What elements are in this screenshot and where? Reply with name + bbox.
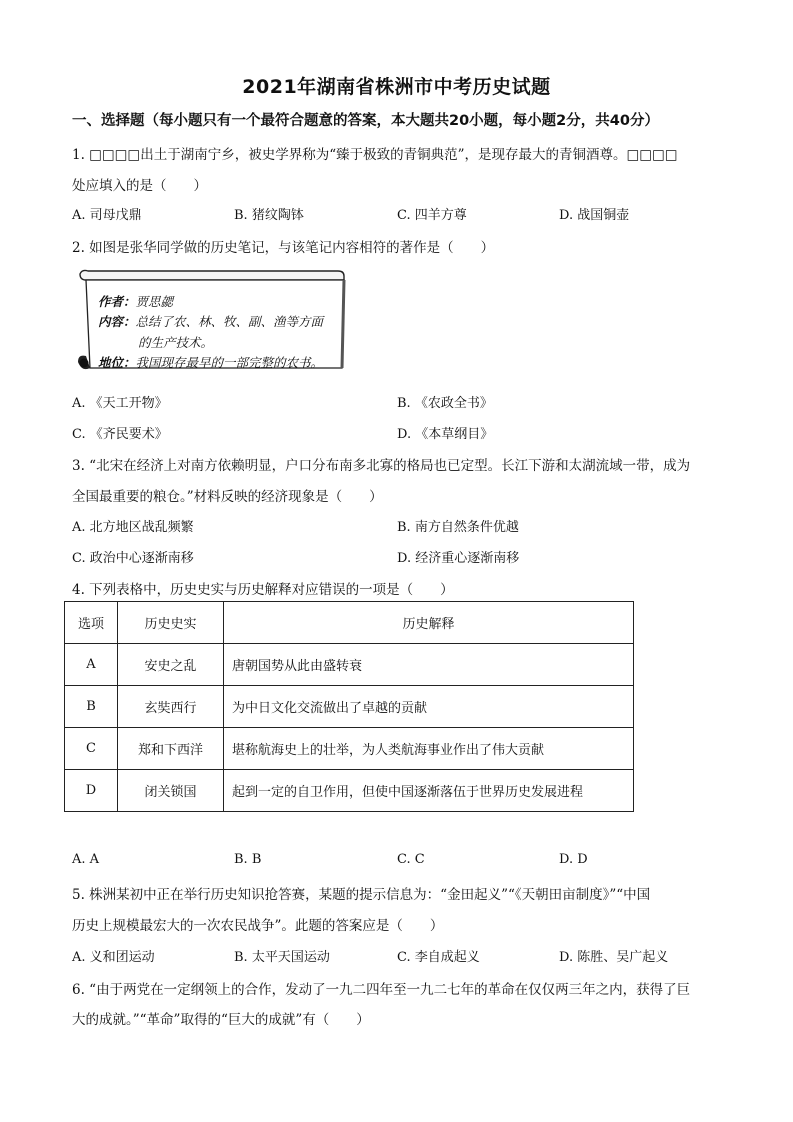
table-cell-explanation: 堪称航海史上的壮举，为人类航海事业作出了伟大贡献	[224, 728, 634, 770]
q1-line2: 处应填入的是（ ）	[72, 178, 207, 194]
q2-option-a: A. 《天工开物》	[72, 396, 168, 411]
q6-line1: 6. “由于两党在一定纲领上的合作，发动了一九二四年至一九二七年的革命在仅仅两三年之内，获得了巨	[72, 982, 691, 998]
q3-option-b: B. 南方自然条件优越	[397, 520, 519, 535]
table-cell-fact: 郑和下西洋	[118, 728, 224, 770]
table-cell-option: B	[65, 686, 118, 728]
table-cell-fact: 闭关锁国	[118, 770, 224, 812]
q1-option-b: B. 猪纹陶钵	[234, 208, 304, 223]
q4-option-a: A. A	[72, 852, 100, 867]
q2-stem: 2. 如图是张华同学做的历史笔记，与该笔记内容相符的著作是（ ）	[72, 240, 495, 256]
note-author-label: 作者：	[98, 294, 136, 309]
q6-line2: 大的成就。”“革命”取得的“巨大的成就”有（ ）	[72, 1012, 370, 1028]
q5-line2: 历史上规模最宏大的一次农民战争”。此题的答案应是（ ）	[72, 918, 444, 934]
q1-line1: 1. □□□□出土于湖南宁乡，被史学界称为“臻于极致的青铜典范”，是现存最大的青铜酒尊。□□□□	[72, 147, 678, 163]
q4-option-d: D. D	[559, 852, 588, 867]
note-content-label: 内容：	[98, 314, 136, 329]
q3-option-a: A. 北方地区战乱频繁	[72, 520, 194, 535]
q5-option-b: B. 太平天国运动	[234, 950, 330, 965]
q3-line1: 3. “北宋在经济上对南方依赖明显，户口分布南多北寡的格局也已定型。长江下游和太湖流域一带，成为	[72, 458, 691, 474]
table-header-option: 选项	[65, 602, 118, 644]
table-cell-option: D	[65, 770, 118, 812]
q2-option-d: D. 《本草纲目》	[397, 427, 494, 442]
page-title: 2021年湖南省株洲市中考历史试题	[242, 76, 551, 98]
note-status-value: 我国现存最早的一部完整的农书。	[135, 355, 324, 370]
q1-option-a: A. 司母戊鼎	[72, 208, 142, 223]
table-header-row	[65, 602, 634, 644]
q5-option-a: A. 义和团运动	[72, 950, 155, 965]
q1-option-c: C. 四羊方尊	[397, 208, 467, 223]
section-heading: 一、选择题（每小题只有一个最符合题意的答案，本大题共20小题，每小题2分，共40分）	[72, 113, 659, 129]
table-cell-explanation: 唐朝国势从此由盛转衰	[224, 644, 634, 686]
note-content-line2: 的生产技术。	[138, 335, 214, 350]
q3-option-c: C. 政治中心逐渐南移	[72, 551, 194, 566]
table-row	[65, 728, 634, 770]
note-status	[98, 353, 323, 371]
history-table	[64, 601, 634, 812]
q2-option-c: C. 《齐民要术》	[72, 427, 168, 442]
table-row	[65, 644, 634, 686]
scroll-note-image	[76, 268, 348, 374]
table-cell-fact: 安史之乱	[118, 644, 224, 686]
note-author	[98, 292, 173, 310]
table-cell-option: C	[65, 728, 118, 770]
q4-option-b: B. B	[234, 852, 262, 867]
q4-option-c: C. C	[397, 852, 425, 867]
q5-line1: 5. 株洲某初中正在举行历史知识抢答赛，某题的提示信息为：“金田起义”“《天朝田亩制度》”“中国	[72, 887, 651, 903]
table-header-fact: 历史史实	[118, 602, 224, 644]
note-status-label: 地位：	[98, 355, 136, 370]
table-row	[65, 770, 634, 812]
table-row	[65, 686, 634, 728]
q3-line2: 全国最重要的粮仓。”材料反映的经济现象是（ ）	[72, 489, 383, 505]
table-header-explanation: 历史解释	[224, 602, 634, 644]
table-cell-fact: 玄奘西行	[118, 686, 224, 728]
table-cell-option: A	[65, 644, 118, 686]
q2-option-b: B. 《农政全书》	[397, 396, 493, 411]
q4-stem: 4. 下列表格中，历史史实与历史解释对应错误的一项是（ ）	[72, 582, 454, 598]
note-author-value: 贾思勰	[135, 294, 174, 309]
q3-option-d: D. 经济重心逐渐南移	[397, 551, 520, 566]
q5-option-d: D. 陈胜、吴广起义	[559, 950, 669, 965]
table-cell-explanation: 为中日文化交流做出了卓越的贡献	[224, 686, 634, 728]
q5-option-c: C. 李自成起义	[397, 950, 480, 965]
table-cell-explanation: 起到一定的自卫作用，但使中国逐渐落伍于世界历史发展进程	[224, 770, 634, 812]
note-content	[98, 312, 323, 330]
q1-option-d: D. 战国铜壶	[559, 208, 630, 223]
note-content-line1: 总结了农、林、牧、副、渔等方面	[135, 314, 324, 329]
